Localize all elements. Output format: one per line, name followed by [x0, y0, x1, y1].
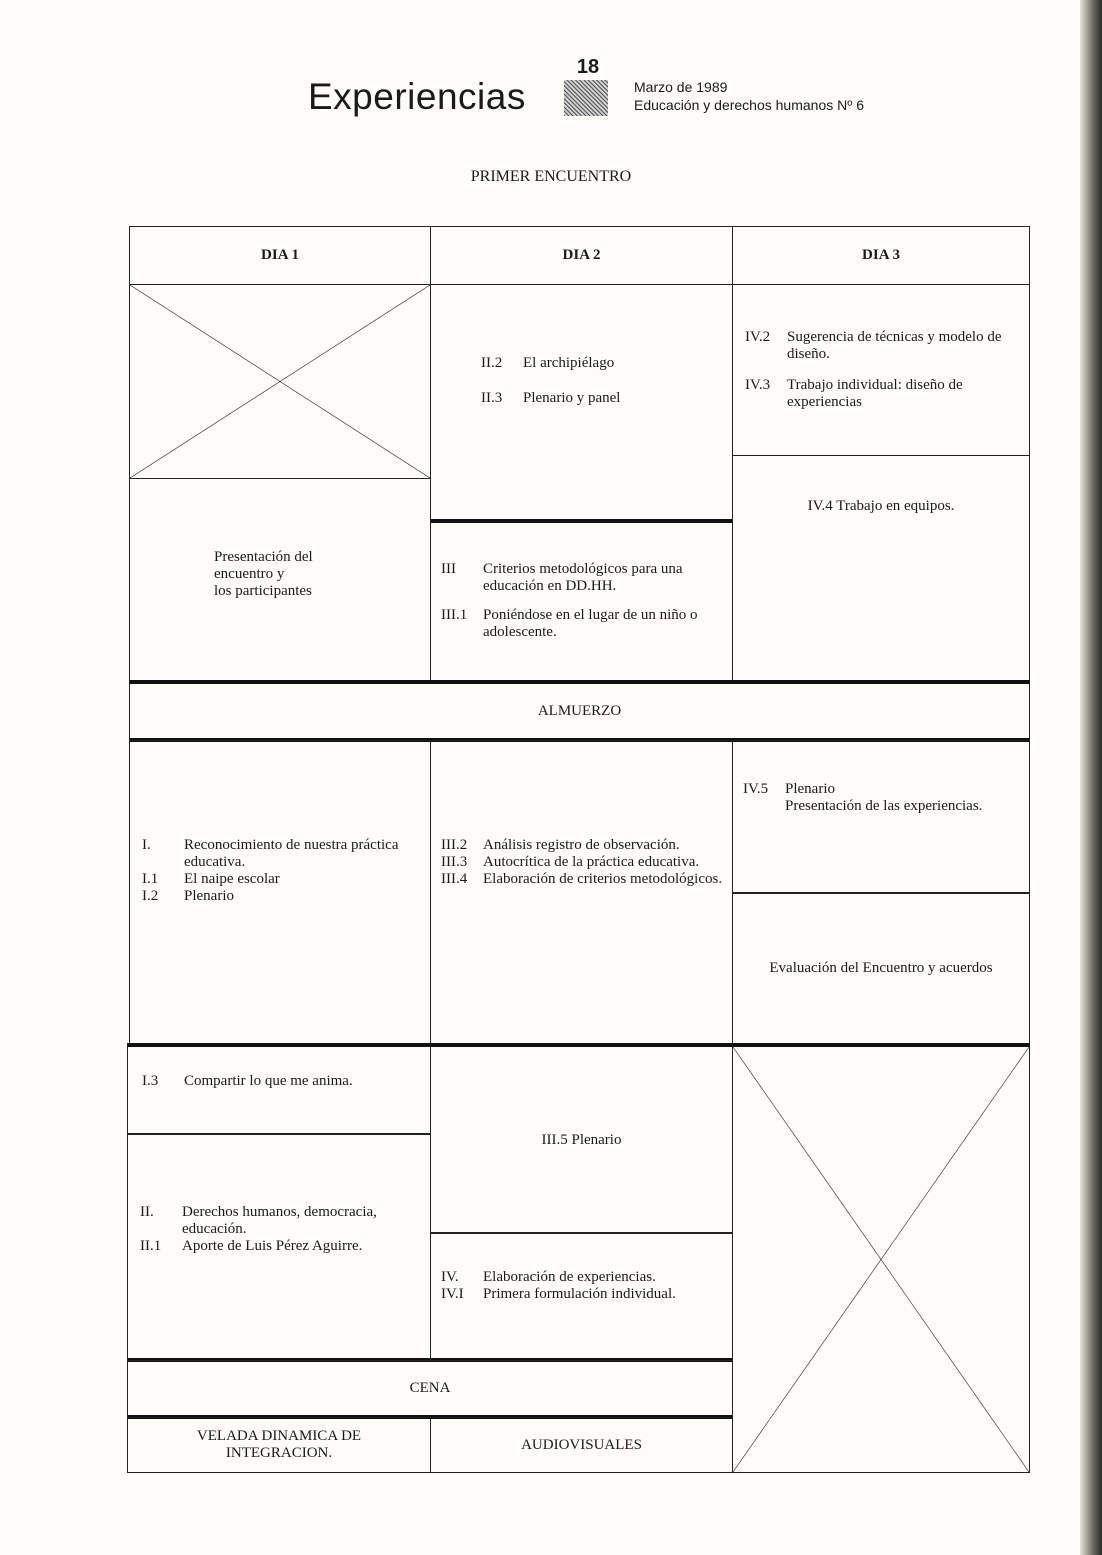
- list-item: II.2 El archipiélago: [481, 355, 615, 371]
- day2-afternoon-cell-2: III.5 Plenario: [430, 1043, 733, 1234]
- day2-morning-cell-1: [430, 284, 733, 521]
- day3-morning-cell-1: [732, 284, 1030, 456]
- day2-afternoon-cell-1: [430, 740, 733, 1045]
- list-item: III.3 Autocrítica de la práctica educativa.: [441, 854, 700, 870]
- list-item: II.1 Aporte de Luis Pérez Aguirre.: [140, 1238, 363, 1254]
- day2-afternoon-cell-3: [430, 1232, 733, 1362]
- list-item: III Criterios metodológicos para una educación en DD.HH.: [441, 561, 683, 594]
- list-item: IV.I Primera formulación individual.: [441, 1286, 676, 1302]
- cross-mark-icon: [733, 1047, 1029, 1472]
- page-number: 18: [576, 56, 600, 78]
- evening-velada-cell: VELADA DINAMICA DE INTEGRACION.: [127, 1417, 431, 1473]
- day1-afternoon-cell-1: [129, 740, 431, 1045]
- publication-name: Educación y derechos humanos Nº 6: [634, 97, 865, 113]
- publication-meta: [634, 78, 864, 114]
- day3-afternoon-cell-1: [732, 740, 1030, 894]
- section-title: Experiencias: [308, 76, 526, 117]
- halftone-block: [564, 80, 608, 116]
- list-item: I.1 El naipe escolar: [142, 871, 280, 887]
- list-item: I.2 Plenario: [142, 888, 234, 904]
- day2-morning-cell-2: [430, 519, 733, 682]
- day3-empty-slot: [732, 1043, 1030, 1473]
- cross-mark-icon: [130, 285, 430, 478]
- list-item: II.3 Plenario y panel: [481, 390, 621, 406]
- day1-header: DIA 1: [129, 226, 431, 285]
- lunch-row: ALMUERZO: [129, 680, 1030, 742]
- page-edge-shadow: [1080, 0, 1102, 1555]
- list-item: II. Derechos humanos, democracia, educación.: [140, 1204, 377, 1237]
- list-item: I. Reconocimiento de nuestra práctica educativa.: [142, 837, 399, 870]
- evening-audiovisuales-cell: AUDIOVISUALES: [430, 1417, 733, 1473]
- list-item: IV. Elaboración de experiencias.: [441, 1269, 656, 1285]
- day1-presentation-cell: [129, 478, 431, 682]
- day3-header: DIA 3: [732, 226, 1030, 285]
- issue-date: Marzo de 1989: [634, 79, 728, 95]
- day3-afternoon-cell-2: Evaluación del Encuentro y acuerdos: [732, 892, 1030, 1045]
- list-item: III.4 Elaboración de criterios metodológicos.: [441, 871, 723, 887]
- list-item: IV.3 Trabajo individual: diseño de experiencias: [745, 377, 963, 410]
- list-item: IV.2 Sugerencia de técnicas y modelo de diseño.: [745, 329, 1002, 362]
- list-item: I.3 Compartir lo que me anima.: [142, 1073, 353, 1089]
- schedule-title: PRIMER ENCUENTRO: [470, 168, 632, 185]
- day3-morning-cell-2: IV.4 Trabajo en equipos.: [732, 455, 1030, 682]
- presentation-text: Presentación del encuentro y los participantes: [214, 549, 313, 599]
- day1-afternoon-cell-3: [127, 1133, 431, 1362]
- day1-afternoon-cell-2: [127, 1043, 431, 1135]
- list-item: III.2 Análisis registro de observación.: [441, 837, 680, 853]
- day1-empty-slot: [129, 284, 431, 479]
- day2-header: DIA 2: [430, 226, 733, 285]
- plenario-item: IV.5 Plenario Presentación de las experiencias.: [743, 781, 983, 814]
- list-item: III.1 Poniéndose en el lugar de un niño o adolescente.: [441, 607, 698, 640]
- dinner-row: CENA: [127, 1360, 733, 1419]
